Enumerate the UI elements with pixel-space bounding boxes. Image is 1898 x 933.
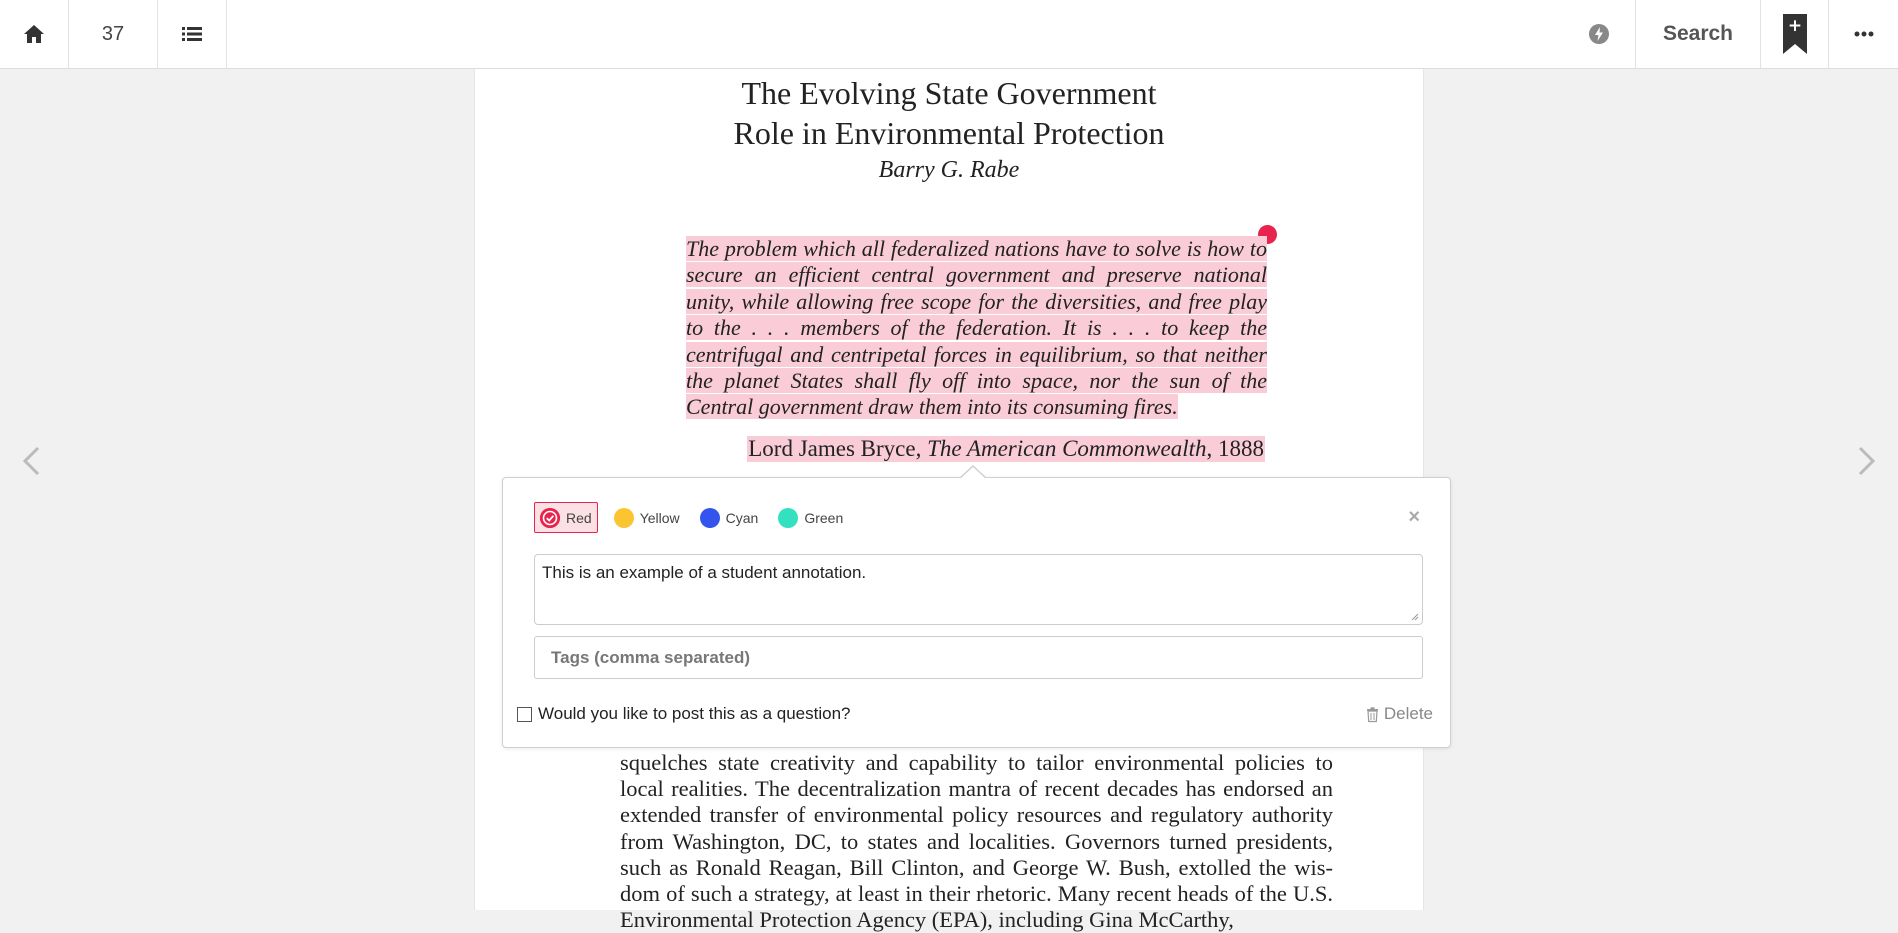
annotation-textarea[interactable] bbox=[534, 554, 1423, 625]
color-label-cyan: Cyan bbox=[725, 509, 759, 526]
epigraph-quote[interactable] bbox=[686, 236, 1267, 421]
check-icon bbox=[540, 508, 560, 528]
popup-arrow-inner bbox=[961, 467, 985, 478]
page-number[interactable]: 37 bbox=[69, 0, 158, 68]
document-title-line2: Role in Environmental Protection bbox=[733, 115, 1165, 151]
delete-button[interactable] bbox=[1366, 704, 1433, 724]
table-of-contents-button[interactable] bbox=[158, 0, 227, 68]
toolbar-spacer bbox=[227, 0, 1562, 68]
color-option-yellow[interactable] bbox=[610, 502, 684, 533]
question-checkbox[interactable] bbox=[517, 707, 532, 722]
annotation-text: This is an example of a student annotation. bbox=[542, 563, 867, 582]
home-button[interactable] bbox=[0, 0, 69, 68]
attribution-year: , 1888 bbox=[1206, 436, 1264, 461]
activity-button[interactable] bbox=[1562, 0, 1636, 68]
body-paragraph: squelches state creativity and capability to tailor environmental policies to local realities. The decentralization mantra of recent decades has endorsed an extended transfer of environmental policy resources and regulatory authority from Washington, DC, to states and localities. Governors turned presidents, such as Ronald Reagan, Bill Clinton, and George W. Bush, extolled the wis-dom of such a strategy, at least in their rhetoric. Many recent heads of the U.S. Environmental Protection Agency (EPA), including Gina McCarthy, bbox=[620, 750, 1333, 933]
attribution-name: Lord James Bryce, bbox=[748, 436, 922, 461]
next-page-arrow[interactable] bbox=[1858, 440, 1876, 486]
add-bookmark-button[interactable] bbox=[1761, 0, 1829, 68]
color-picker bbox=[534, 502, 847, 533]
post-as-question-option[interactable] bbox=[517, 704, 850, 724]
search-button[interactable]: Search bbox=[1636, 0, 1761, 68]
list-icon bbox=[182, 26, 202, 42]
green-swatch-icon bbox=[778, 508, 798, 528]
chevron-right-icon bbox=[1858, 446, 1876, 476]
color-option-green[interactable] bbox=[774, 502, 847, 533]
svg-text:+: + bbox=[1787, 16, 1802, 36]
home-icon bbox=[23, 24, 45, 44]
trash-icon bbox=[1366, 707, 1379, 722]
lightning-icon bbox=[1589, 24, 1609, 44]
close-icon[interactable]: × bbox=[1408, 506, 1420, 528]
document-author: Barry G. Rabe bbox=[878, 157, 1020, 183]
yellow-swatch-icon bbox=[614, 508, 634, 528]
cyan-swatch-icon bbox=[700, 508, 720, 528]
previous-page-arrow[interactable] bbox=[22, 440, 40, 486]
tags-input[interactable]: Tags (comma separated) bbox=[534, 636, 1423, 679]
color-label-green: Green bbox=[804, 509, 844, 526]
color-label-red: Red bbox=[566, 509, 592, 526]
bookmark-plus-icon bbox=[1783, 14, 1807, 54]
document-title-line1: The Evolving State Government bbox=[741, 75, 1157, 111]
epigraph-attribution[interactable] bbox=[747, 436, 1265, 462]
delete-label: Delete bbox=[1383, 704, 1433, 723]
annotation-popup bbox=[502, 477, 1451, 748]
color-option-cyan[interactable] bbox=[696, 502, 763, 533]
color-label-yellow: Yellow bbox=[639, 509, 680, 526]
attribution-work: The American Commonwealth bbox=[927, 436, 1207, 461]
color-option-red[interactable] bbox=[534, 502, 598, 533]
ellipsis-icon bbox=[1854, 31, 1874, 37]
highlighted-quote-text[interactable]: The problem which all federalized nations have to solve is how to secure an efficient central government and preserve national unity, while allowing free scope for the diversities, and free play to the . . . members of the federation. It is . . . to keep the centrifugal and centripetal forces in equilibrium, so that neither the planet States shall fly off into space, nor the sun of the Central government draw them into its consuming fires. bbox=[686, 236, 1267, 420]
more-options-button[interactable] bbox=[1829, 0, 1898, 68]
chevron-left-icon bbox=[22, 446, 40, 476]
question-label: Would you like to post this as a question? bbox=[538, 704, 851, 723]
resize-handle-icon[interactable] bbox=[1409, 611, 1419, 621]
top-toolbar bbox=[0, 0, 1898, 69]
